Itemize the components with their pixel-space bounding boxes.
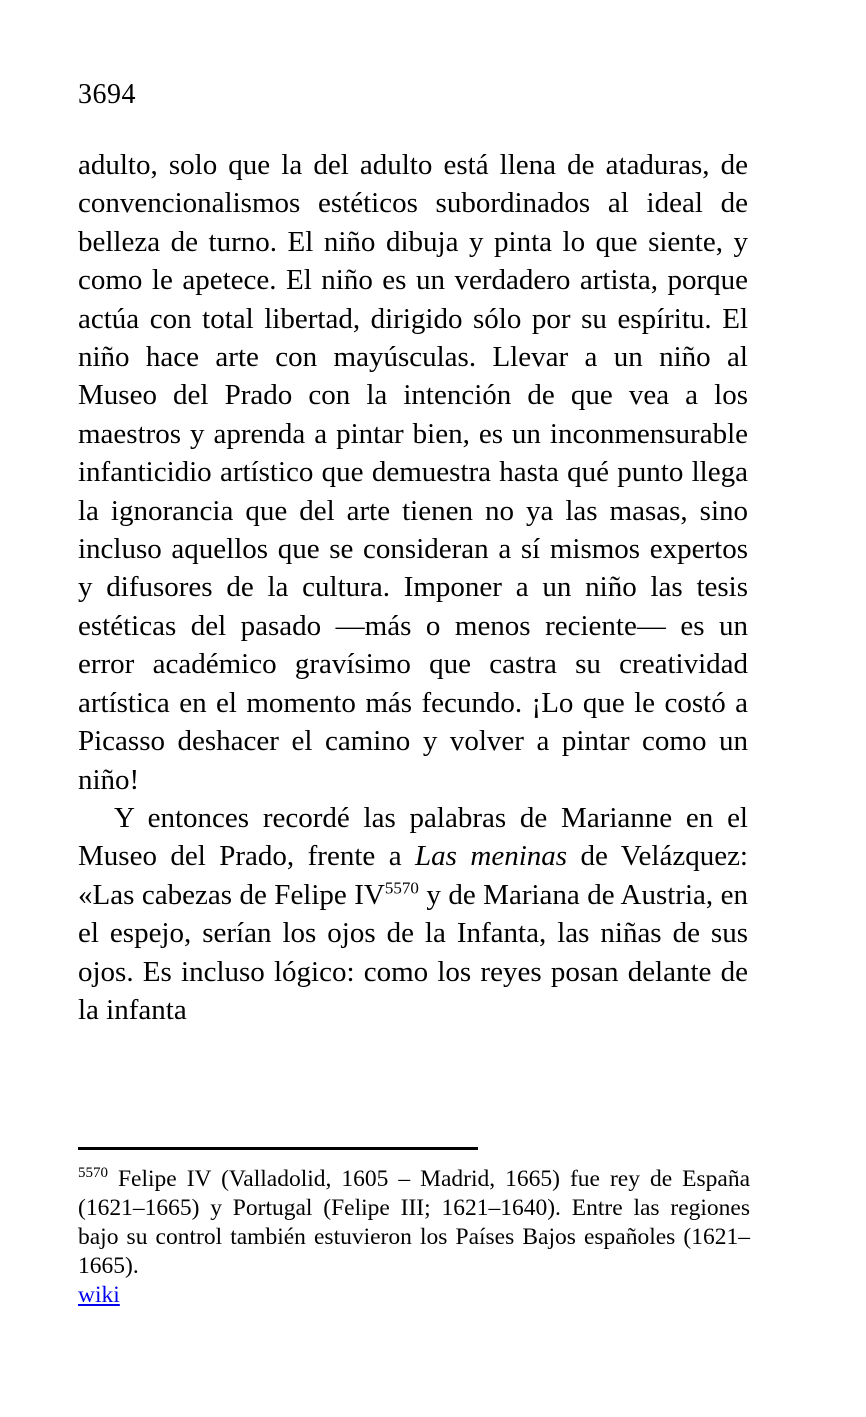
page-number: 3694 — [78, 79, 136, 110]
paragraph-2 — [78, 799, 748, 1029]
book-title-las-meninas: Las meninas — [415, 840, 568, 873]
footnote — [78, 1165, 750, 1310]
paragraph-2-text-start: Y entonces recordé las palabras de Marianne en el Museo del Prado, frente a — [78, 801, 748, 873]
footnote-marker: 5570 — [78, 1165, 108, 1182]
footnote-text-paragraph — [78, 1165, 750, 1281]
body-text — [78, 146, 748, 1029]
paragraph-2-text-end: y de Mariana de Austria, en el espejo, serían los ojos de la Infanta, las niñas de sus ojos. Es incluso lógico: como los reyes posan delante de la infanta — [78, 878, 748, 1026]
footnote-separator-rule — [78, 1147, 478, 1150]
wiki-link[interactable]: wiki — [78, 1282, 120, 1308]
paragraph-1-text: adulto, solo que la del adulto está llena de ataduras, de convencionalismos estéticos subordinados al ideal de belleza de turno. El niño dibuja y pinta lo que siente, y como le apetece. El niño es un verdadero artista, porque actúa con total libertad, dirigido sólo por su espíritu. El niño hace arte con mayúsculas. Llevar a un niño al Museo del Prado con la intención de que vea a los maestros y aprenda a pintar bien, es un inconmensurable infanticidio artístico que demuestra hasta qué punto llega la ignorancia que del arte tienen no ya las masas, sino incluso aquellos que se consideran a sí mismos expertos y difusores de la cultura. Imponer a un niño las tesis estéticas del pasado —más o menos reciente— es un error académico gravísimo que castra su creatividad artística en el momento más fecundo. ¡Lo que le costó a Picasso deshacer el camino y volver a pintar como un niño! — [78, 149, 748, 796]
paragraph-1 — [78, 146, 748, 799]
paragraph-2-text-middle: de Velázquez: «Las cabezas de Felipe IV — [78, 840, 748, 911]
footnote-text: Felipe IV (Valladolid, 1605 – Madrid, 1665) fue rey de España (1621–1665) y Portugal (Felipe III; 1621–1640). Entre las regiones bajo su control también estuvieron los Países Bajos españoles (1621–1665). — [78, 1166, 750, 1279]
footnote-reference-5570: 5570 — [384, 878, 419, 898]
